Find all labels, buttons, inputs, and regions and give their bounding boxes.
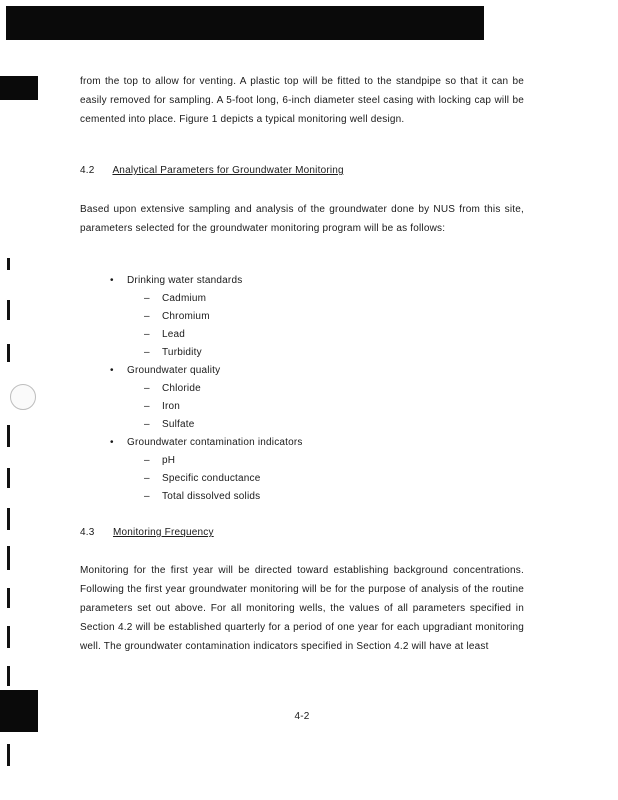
edge-mark xyxy=(7,344,10,362)
parameter-item: – Iron xyxy=(127,398,510,416)
parameter-item: – Turbidity xyxy=(127,344,510,362)
parameter-sublist xyxy=(127,452,510,506)
parameter-sublist xyxy=(127,380,510,434)
section-heading xyxy=(80,527,524,538)
edge-mark xyxy=(7,300,10,320)
parameter-group xyxy=(110,362,510,434)
edge-mark xyxy=(7,508,10,530)
left-edge-block xyxy=(0,76,38,100)
punch-hole xyxy=(10,384,36,410)
parameter-item: – Chromium xyxy=(127,308,510,326)
parameter-item: – Chloride xyxy=(127,380,510,398)
edge-mark xyxy=(7,744,10,766)
edge-mark xyxy=(7,626,10,648)
section-title: Analytical Parameters for Groundwater Monitoring xyxy=(112,165,344,176)
group-label: Groundwater quality xyxy=(127,365,221,376)
edge-mark xyxy=(7,258,10,270)
parameter-list xyxy=(110,272,510,506)
group-label: Drinking water standards xyxy=(127,275,243,286)
parameter-group xyxy=(110,272,510,362)
body-paragraph: Based upon extensive sampling and analysis of the groundwater done by NUS from this site, parameters selected for the groundwater monitoring program will be as follows: xyxy=(80,204,524,234)
group-label: Groundwater contamination indicators xyxy=(127,437,303,448)
section-heading xyxy=(80,165,524,176)
section-number: 4.2 xyxy=(80,165,95,176)
section-number: 4.3 xyxy=(80,527,95,538)
edge-mark xyxy=(7,468,10,488)
page-number: 4-2 xyxy=(294,711,310,722)
parameter-item: – pH xyxy=(127,452,510,470)
edge-mark xyxy=(7,546,10,570)
section-title: Monitoring Frequency xyxy=(112,527,214,538)
edge-mark xyxy=(7,666,10,686)
left-edge-block xyxy=(0,690,38,732)
parameter-item: – Sulfate xyxy=(127,416,510,434)
parameter-item: – Lead xyxy=(127,326,510,344)
parameter-item: – Total dissolved solids xyxy=(127,488,510,506)
body-paragraph: from the top to allow for venting. A plastic top will be fitted to the standpipe so that it can be easily removed for sampling. A 5-foot long, 6-inch diameter steel casing with locking cap will be cemented into place. Figure 1 depicts a typical monitoring well design. xyxy=(80,76,524,125)
scan-redaction-bar xyxy=(6,6,484,40)
parameter-sublist xyxy=(127,290,510,362)
body-paragraph: Monitoring for the first year will be directed toward establishing background concentrations. Following the first year groundwater monitoring will be for the purpose of analysis of the routine parameters set out above. For all monitoring wells, the values of all parameters specified in Section 4.2 will be established quarterly for a period of one year for each upgradiant monitoring well. The groundwater contamination indicators specified in Section 4.2 will have at least xyxy=(80,565,524,652)
edge-mark xyxy=(7,588,10,608)
parameter-item: – Specific conductance xyxy=(127,470,510,488)
edge-mark xyxy=(7,425,10,447)
parameter-item: – Cadmium xyxy=(127,290,510,308)
parameter-group xyxy=(110,434,510,506)
